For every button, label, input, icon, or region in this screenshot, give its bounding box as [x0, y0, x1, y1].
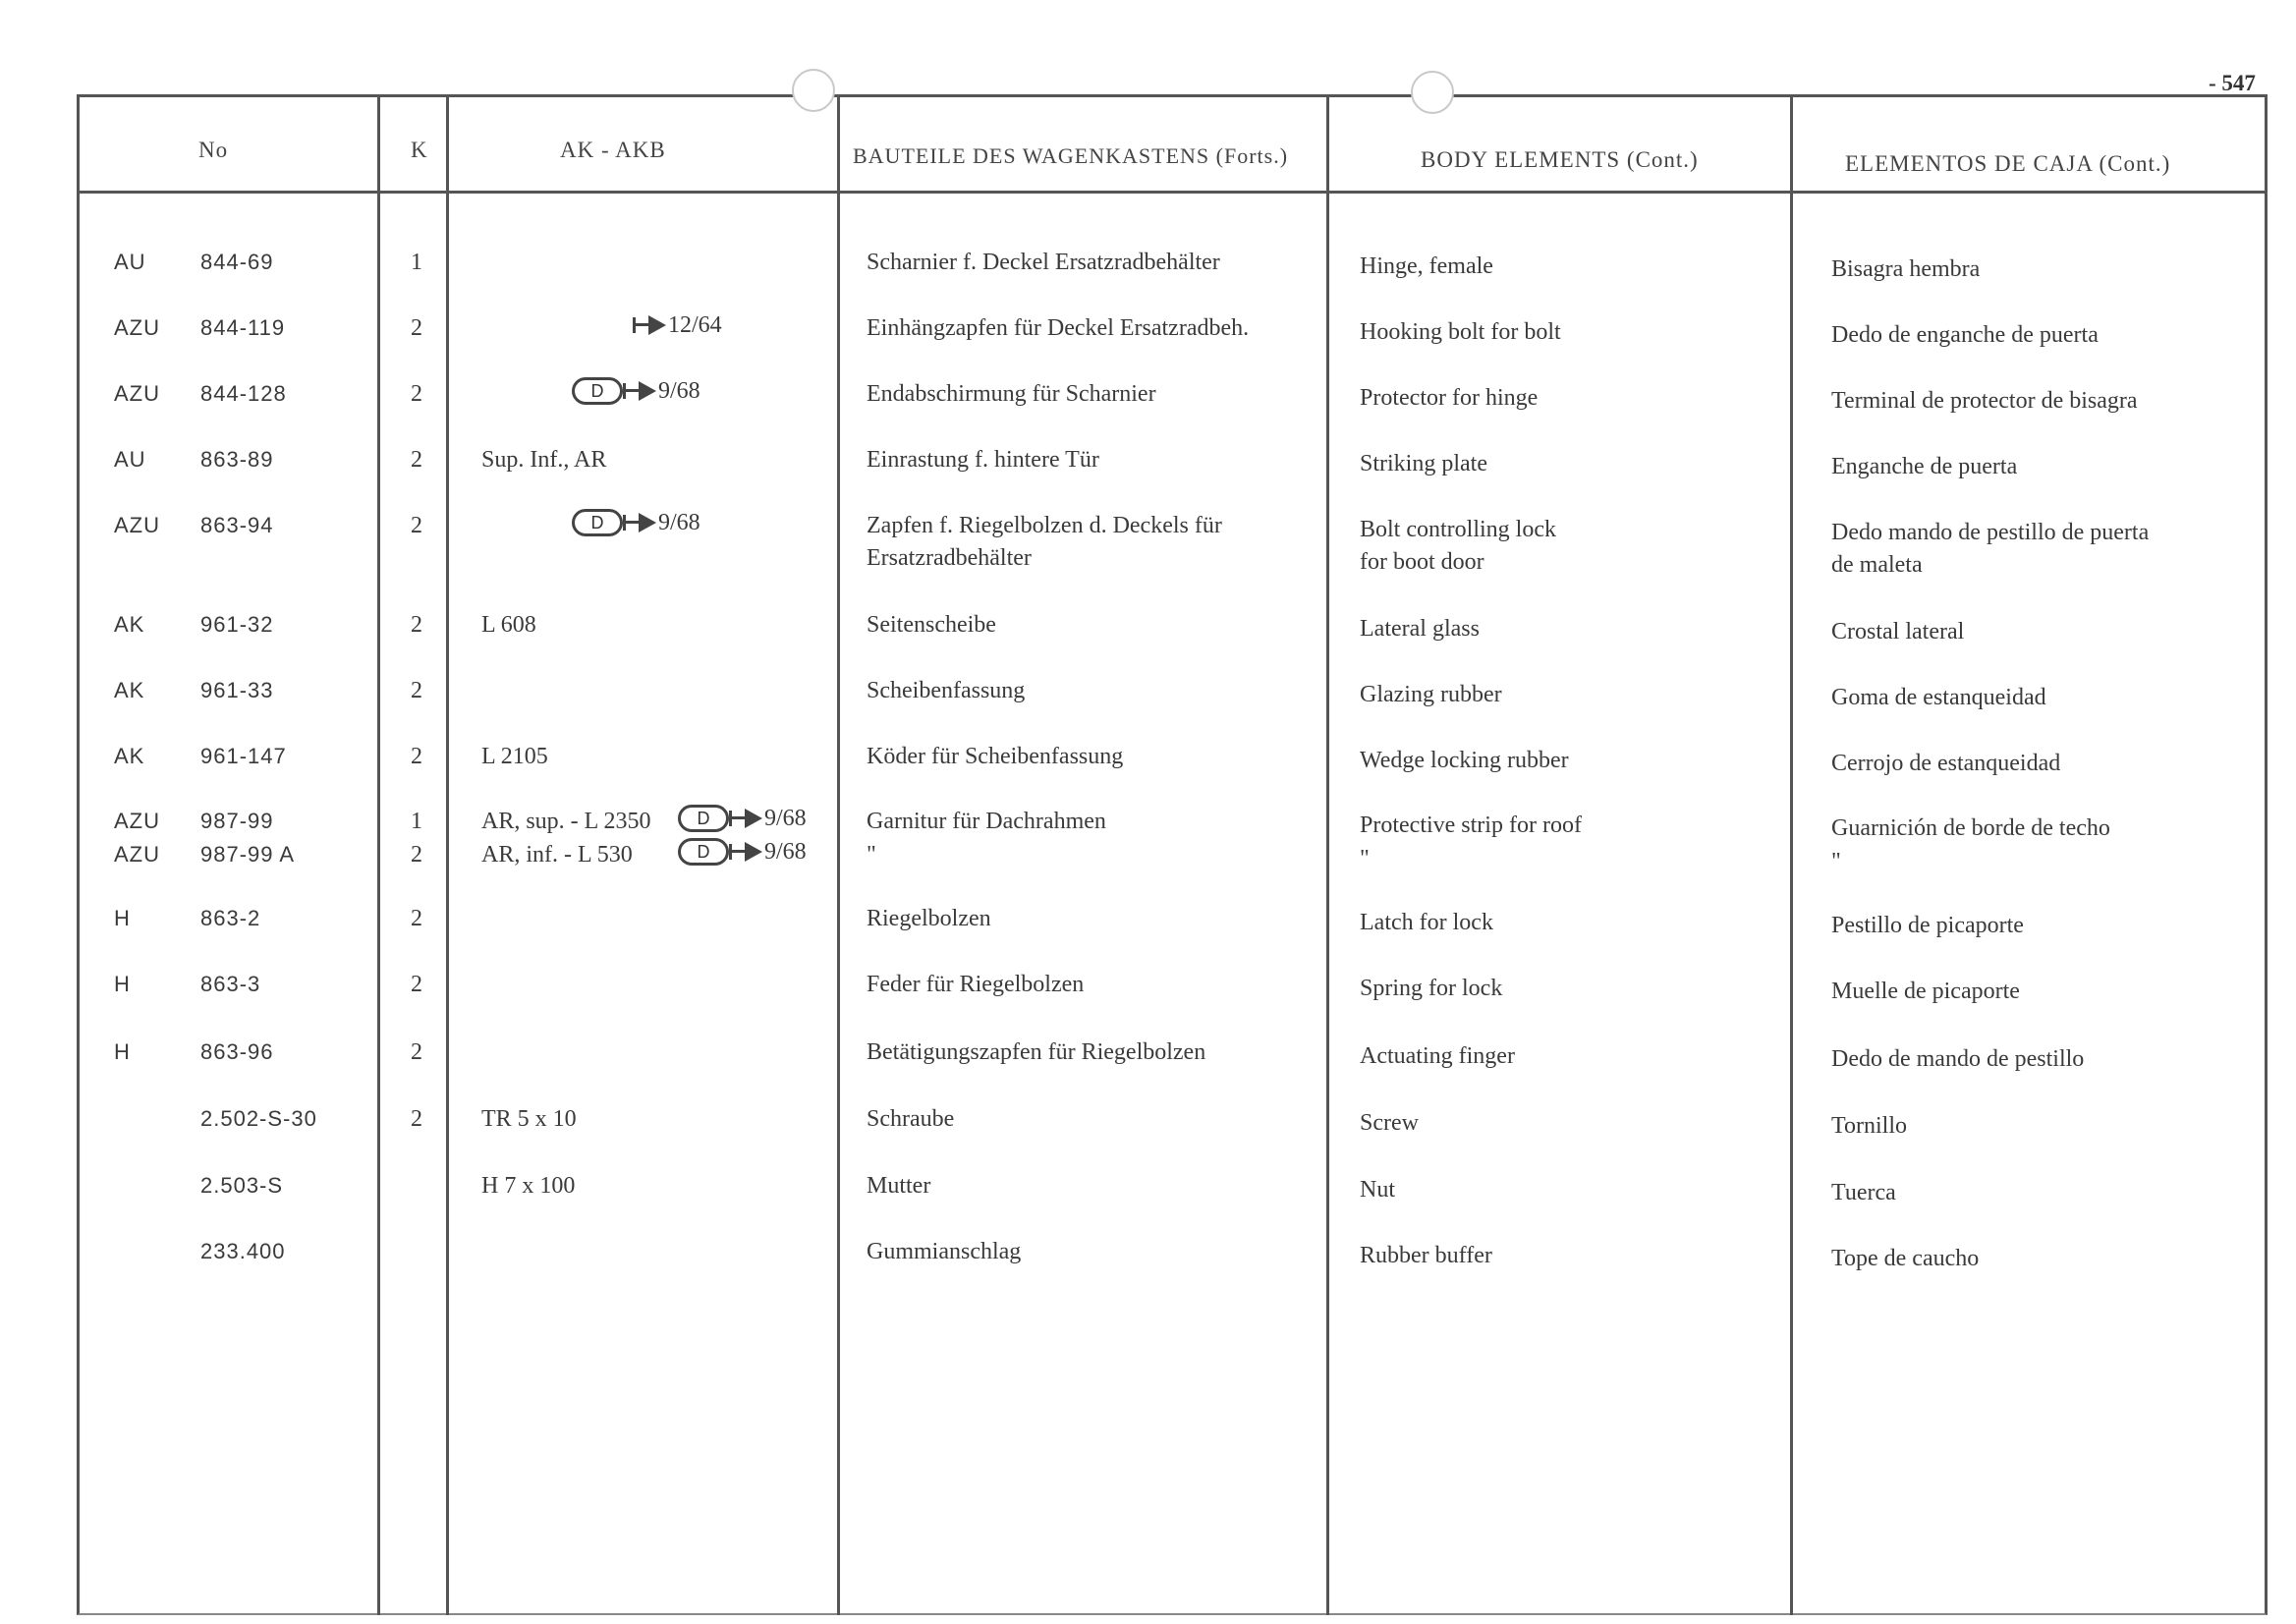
header-no: No — [198, 138, 229, 162]
part-number: 961-32 — [200, 612, 274, 637]
part-number: 844-128 — [200, 381, 287, 406]
description-de: Köder für Scheibenfassung — [867, 744, 1124, 769]
part-number: 863-96 — [200, 1039, 274, 1064]
description-en-line2: for boot door — [1360, 549, 1484, 575]
stamp-date: 9/68 — [764, 838, 807, 865]
part-number: 844-69 — [200, 250, 274, 274]
arrow-right-icon — [623, 513, 658, 532]
part-number: 961-33 — [200, 678, 274, 702]
part-prefix: AU — [114, 447, 146, 472]
change-stamp — [572, 509, 700, 536]
revision-badge: D — [678, 838, 729, 866]
punch-hole — [1411, 71, 1454, 114]
part-number: 844-119 — [200, 315, 286, 340]
part-prefix: AZU — [114, 513, 160, 537]
description-es: Guarnición de borde de techo — [1831, 815, 2110, 841]
description-en: Striking plate — [1360, 451, 1487, 476]
quantity-k: 2 — [411, 513, 422, 538]
quantity-k: 1 — [411, 250, 422, 275]
header-es: ELEMENTOS DE CAJA (Cont.) — [1845, 151, 2171, 176]
ak-reference: AR, sup. - L 2350 — [481, 809, 651, 834]
description-en: Protector for hinge — [1360, 385, 1539, 411]
description-en: Hooking bolt for bolt — [1360, 319, 1561, 345]
description-en: Actuating finger — [1360, 1043, 1515, 1069]
description-de: Endabschirmung für Scharnier — [867, 381, 1156, 407]
ak-reference: TR 5 x 10 — [481, 1106, 577, 1132]
quantity-k: 2 — [411, 315, 422, 341]
description-es: Dedo de mando de pestillo — [1831, 1046, 2085, 1072]
quantity-k: 2 — [411, 972, 422, 997]
part-number: 863-3 — [200, 972, 261, 996]
description-en: Protective strip for roof — [1360, 812, 1582, 838]
header-en: BODY ELEMENTS (Cont.) — [1421, 147, 1699, 172]
description-es-line2: de maleta — [1831, 552, 1923, 578]
part-prefix: AK — [114, 612, 145, 637]
part-number: 863-94 — [200, 513, 274, 537]
column-divider — [1326, 94, 1329, 1615]
description-de: Gummianschlag — [867, 1239, 1022, 1264]
stamp-date: 9/68 — [658, 509, 700, 535]
part-number: 2.502-S-30 — [200, 1106, 317, 1131]
description-de: Scharnier f. Deckel Ersatzradbehälter — [867, 250, 1220, 275]
description-de: Riegelbolzen — [867, 906, 991, 931]
quantity-k: 1 — [411, 809, 422, 834]
part-number: 961-147 — [200, 744, 287, 768]
description-de-line2: Ersatzradbehälter — [867, 545, 1032, 571]
description-es: Muelle de picaporte — [1831, 979, 2020, 1004]
part-prefix: AZU — [114, 809, 160, 833]
page-number: - 547 — [2209, 71, 2256, 95]
description-en: Screw — [1360, 1110, 1419, 1136]
description-es: Dedo mando de pestillo de puerta — [1831, 520, 2150, 545]
part-prefix: H — [114, 1039, 131, 1064]
header-divider — [77, 191, 2268, 194]
description-de: Seitenscheibe — [867, 612, 996, 638]
description-de: Schraube — [867, 1106, 955, 1132]
column-divider — [377, 94, 380, 1615]
part-prefix: AZU — [114, 315, 160, 340]
arrow-right-icon — [729, 842, 764, 862]
arrow-right-icon — [633, 315, 668, 335]
description-es: Terminal de protector de bisagra — [1831, 388, 2138, 414]
part-prefix: AZU — [114, 842, 160, 867]
arrow-right-icon — [623, 381, 658, 401]
description-en: Spring for lock — [1360, 976, 1503, 1001]
column-divider — [1790, 94, 1793, 1615]
stamp-date: 9/68 — [764, 805, 807, 831]
description-de: Zapfen f. Riegelbolzen d. Deckels für — [867, 513, 1222, 538]
quantity-k: 2 — [411, 1106, 422, 1132]
description-es: Tornillo — [1831, 1113, 1907, 1139]
quantity-k: 2 — [411, 842, 422, 868]
description-es: Crostal lateral — [1831, 619, 1965, 644]
change-stamp — [678, 838, 807, 866]
part-prefix: AK — [114, 678, 145, 702]
description-es: " — [1831, 849, 1841, 874]
description-de: Mutter — [867, 1173, 931, 1199]
description-de: Einrastung f. hintere Tür — [867, 447, 1099, 473]
part-prefix: AU — [114, 250, 146, 274]
description-es: Dedo de enganche de puerta — [1831, 322, 2099, 348]
description-en: " — [1360, 846, 1370, 871]
part-number: 233.400 — [200, 1239, 286, 1263]
description-de: Scheibenfassung — [867, 678, 1026, 703]
quantity-k: 2 — [411, 612, 422, 638]
part-prefix: H — [114, 972, 131, 996]
ak-reference: AR, inf. - L 530 — [481, 842, 633, 868]
part-number: 2.503-S — [200, 1173, 284, 1198]
description-en: Nut — [1360, 1177, 1395, 1203]
description-es: Pestillo de picaporte — [1831, 913, 2024, 938]
ak-reference: H 7 x 100 — [481, 1173, 576, 1199]
part-prefix: AZU — [114, 381, 160, 406]
revision-badge: D — [572, 509, 623, 536]
description-de: Feder für Riegelbolzen — [867, 972, 1085, 997]
stamp-date: 9/68 — [658, 377, 700, 404]
description-es: Tuerca — [1831, 1180, 1896, 1205]
change-stamp — [633, 311, 722, 339]
quantity-k: 2 — [411, 744, 422, 769]
part-prefix: AK — [114, 744, 145, 768]
part-number: 863-89 — [200, 447, 274, 472]
part-number: 863-2 — [200, 906, 261, 930]
description-en: Bolt controlling lock — [1360, 517, 1556, 542]
description-en: Glazing rubber — [1360, 682, 1502, 707]
stamp-date: 12/64 — [668, 311, 722, 338]
description-es: Goma de estanqueidad — [1831, 685, 2046, 710]
description-de: Betätigungszapfen für Riegelbolzen — [867, 1039, 1206, 1065]
punch-hole — [792, 69, 835, 112]
part-number: 987-99 A — [200, 842, 296, 867]
part-number: 987-99 — [200, 809, 274, 833]
change-stamp — [572, 377, 700, 405]
ak-reference: Sup. Inf., AR — [481, 447, 607, 473]
description-en: Hinge, female — [1360, 253, 1493, 279]
ak-reference: L 2105 — [481, 744, 548, 769]
quantity-k: 2 — [411, 381, 422, 407]
quantity-k: 2 — [411, 906, 422, 931]
description-es: Enganche de puerta — [1831, 454, 2018, 479]
description-es: Cerrojo de estanqueidad — [1831, 751, 2061, 776]
description-en: Latch for lock — [1360, 910, 1493, 935]
description-es: Tope de caucho — [1831, 1246, 1980, 1271]
quantity-k: 2 — [411, 1039, 422, 1065]
revision-badge: D — [572, 377, 623, 405]
change-stamp — [678, 805, 807, 832]
description-en: Rubber buffer — [1360, 1243, 1492, 1268]
quantity-k: 2 — [411, 447, 422, 473]
part-prefix: H — [114, 906, 131, 930]
column-divider — [837, 94, 840, 1615]
description-de: Garnitur für Dachrahmen — [867, 809, 1106, 834]
header-k: K — [411, 138, 428, 162]
description-en: Wedge locking rubber — [1360, 748, 1569, 773]
header-ak: AK - AKB — [560, 138, 666, 162]
description-de: " — [867, 842, 876, 868]
header-de: BAUTEILE DES WAGENKASTENS (Forts.) — [853, 143, 1289, 168]
revision-badge: D — [678, 805, 729, 832]
column-divider — [446, 94, 449, 1615]
quantity-k: 2 — [411, 678, 422, 703]
description-es: Bisagra hembra — [1831, 256, 1981, 282]
description-de: Einhängzapfen für Deckel Ersatzradbeh. — [867, 315, 1250, 341]
arrow-right-icon — [729, 809, 764, 828]
ak-reference: L 608 — [481, 612, 536, 638]
description-en: Lateral glass — [1360, 616, 1480, 642]
